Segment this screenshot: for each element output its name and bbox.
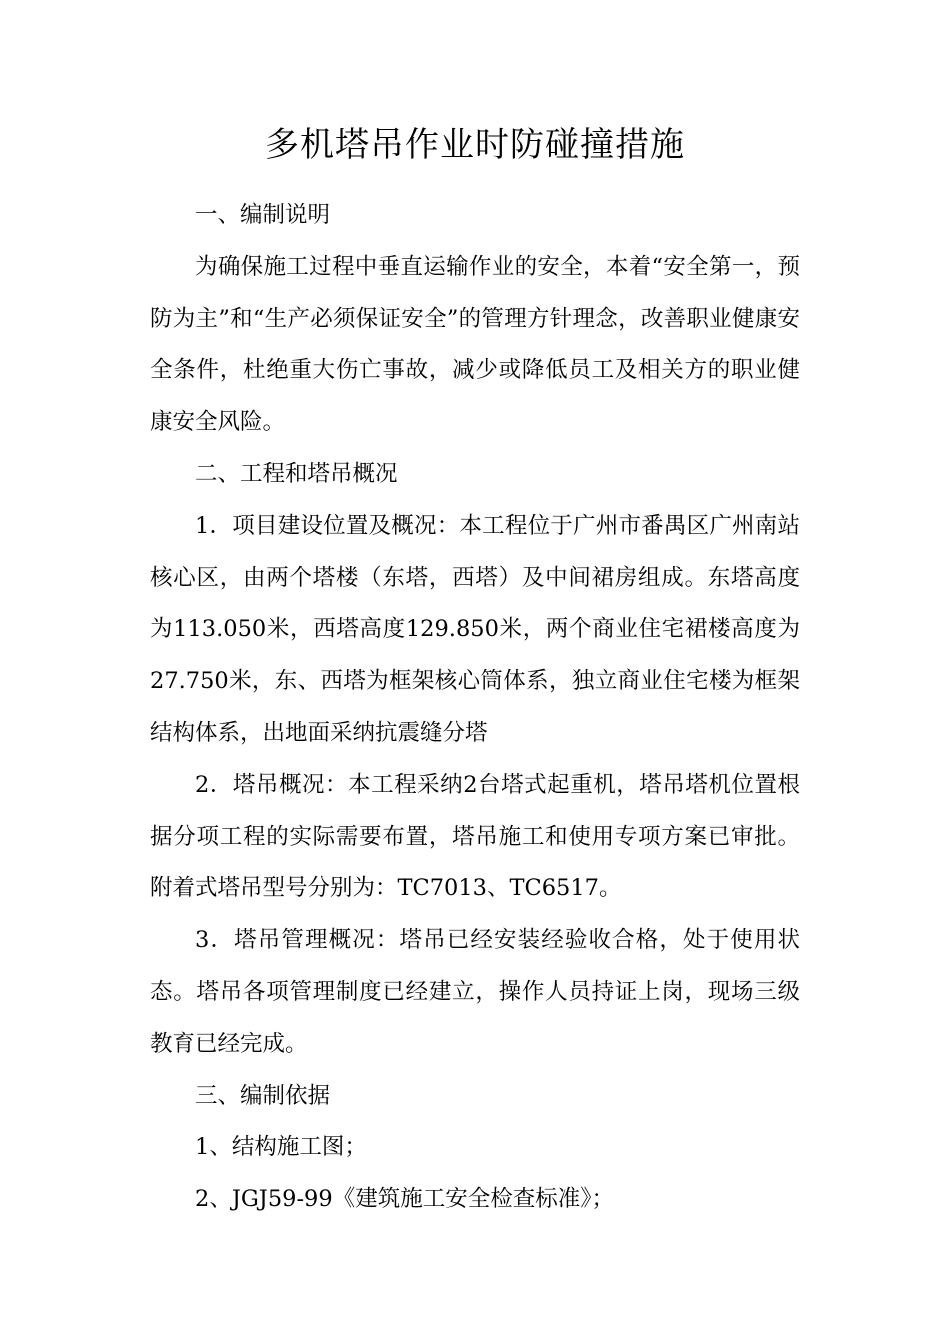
section-heading-3: 三、编制依据 — [195, 1082, 331, 1109]
paragraph-purpose: 为确保施工过程中垂直运输作业的安全，本着“安全第一，预防为主”和“生产必须保证安全”的管理方针理念，改善职业健康安全条件，杜绝重大伤亡事故，减少或降低员工及相关方的职业健康安全风险。 — [150, 253, 800, 436]
paragraph-crane-overview: 2．塔吊概况：本工程采纳2台塔式起重机，塔吊塔机位置根据分项工程的实际需要布置，塔吊施工和使用专项方案已审批。附着式塔吊型号分别为：TC7013、TC6517。 — [150, 771, 800, 902]
section-heading-2: 二、工程和塔吊概况 — [195, 460, 398, 487]
basis-item-1: 1、结构施工图； — [195, 1134, 367, 1161]
basis-item-2: 2、JGJ59-99《建筑施工安全检查标准》； — [195, 1186, 614, 1213]
paragraph-project-overview: 1．项目建设位置及概况：本工程位于广州市番禺区广州南站核心区，由两个塔楼（东塔，西塔）及中间裙房组成。东塔高度为113.050米，西塔高度129.850米，两个商业住宅裙楼高度为27.750米，东、西塔为框架核心筒体系，独立商业住宅楼为框架结构体系，出地面采纳抗震缝分塔 — [150, 512, 800, 746]
paragraph-crane-management: 3．塔吊管理概况：塔吊已经安装经验收合格，处于使用状态。塔吊各项管理制度已经建立，操作人员持证上岗，现场三级教育已经完成。 — [150, 927, 800, 1057]
section-heading-1: 一、编制说明 — [195, 202, 331, 228]
document-body — [150, 190, 800, 1226]
document-title: 多机塔吊作业时防碰撞措施 — [265, 125, 685, 165]
